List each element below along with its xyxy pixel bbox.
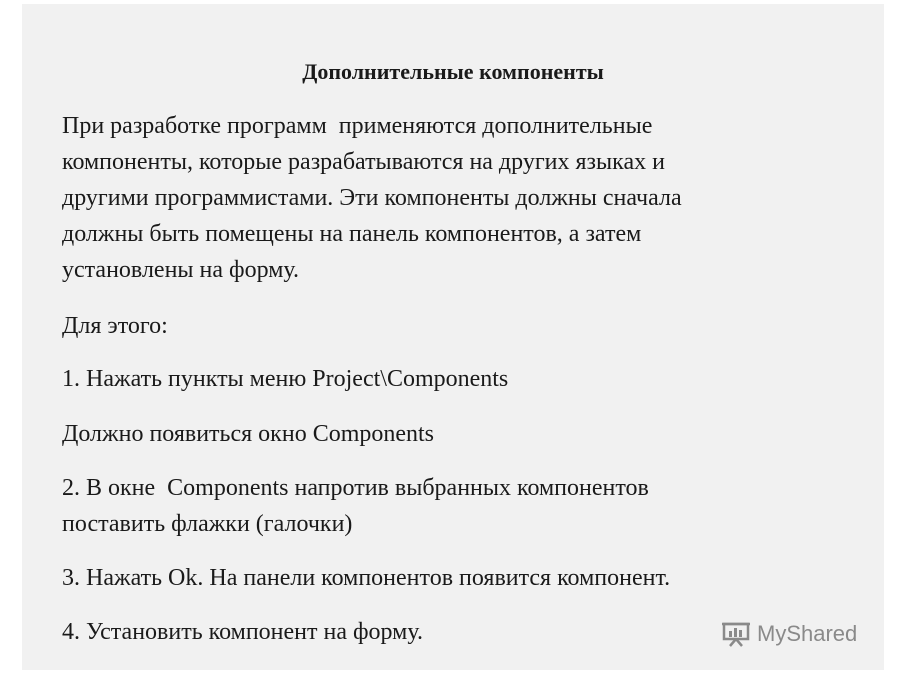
for-this-label: Для этого:	[62, 313, 168, 339]
step-2: 2. В окне Components напротив выбранных компонентов поставить флажки (галочки)	[62, 475, 649, 537]
step-1: 1. Нажать пункты меню Project\Components	[62, 366, 509, 392]
intro-paragraph: При разработке программ применяются дополнительные компоненты, которые разрабатываются на других языках и другими программистами. Эти компоненты должны сначала должны быть помещены на панель компонентов, а затем установлены на форму.	[62, 113, 682, 283]
watermark	[721, 620, 857, 648]
slide	[22, 4, 884, 670]
presentation-board-icon	[721, 621, 751, 647]
step-3: 3. Нажать Ok. На панели компонентов появится компонент.	[62, 565, 671, 591]
step-4: 4. Установить компонент на форму.	[62, 619, 423, 645]
slide-title: Дополнительные компоненты	[302, 59, 604, 84]
watermark-text: MyShared	[757, 621, 858, 646]
components-window-note: Должно появиться окно Components	[62, 421, 435, 447]
